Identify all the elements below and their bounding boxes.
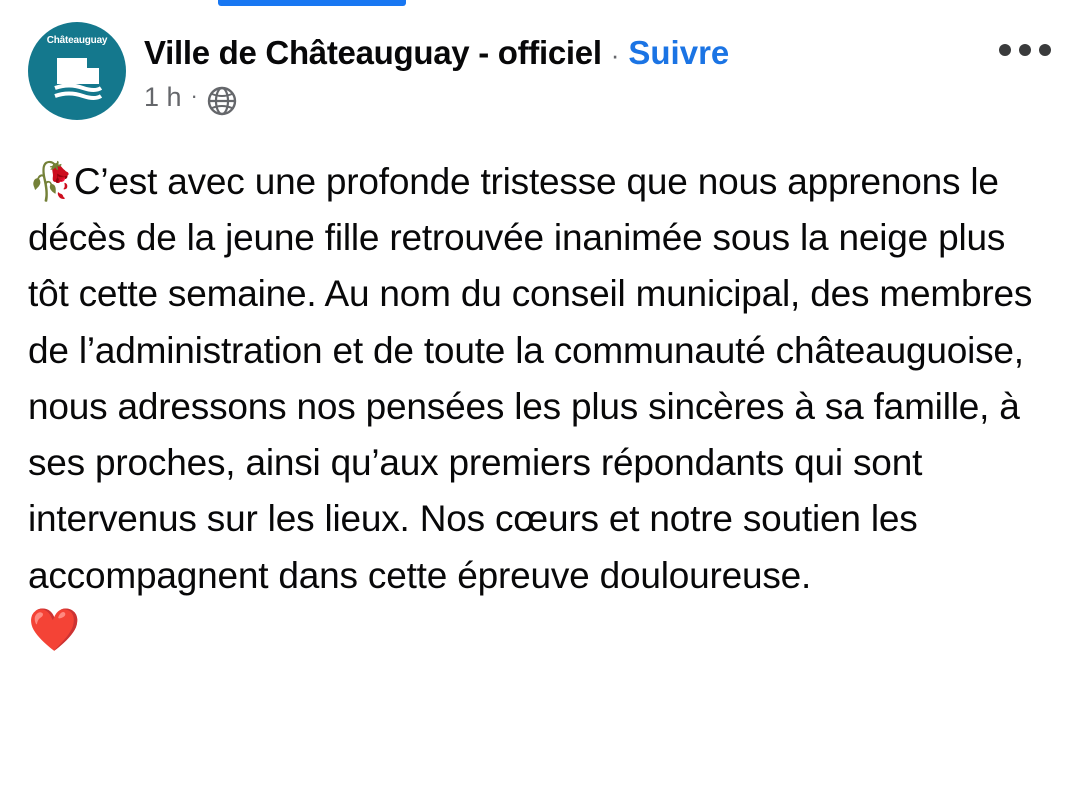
globe-icon[interactable] — [207, 86, 237, 116]
name-separator: · — [610, 40, 620, 70]
more-options-dot — [1039, 44, 1051, 56]
more-options-dot — [1019, 44, 1031, 56]
more-options-dot — [999, 44, 1011, 56]
city-logo-icon — [49, 54, 105, 106]
page-name-line — [144, 34, 981, 72]
page-name[interactable]: Ville de Châteauguay - officiel — [144, 34, 602, 71]
post-text: C’est avec une profonde tristesse que nous apprenons le décès de la jeune fille retrouvée inanimée sous la neige plus tôt cette semaine. Au nom du conseil municipal, des membres de l’administration et de toute la communauté châteauguoise, nous adressons nos pensées les plus sincères à sa famille, à ses proches, ainsi qu’aux premiers répondants qui sont intervenus sur les lieux. Nos cœurs et notre soutien les accompagnent dans cette épreuve douloureuse. — [28, 161, 1043, 596]
avatar-label: Châteauguay — [46, 35, 108, 46]
post-meta — [144, 82, 981, 113]
post-header-text — [144, 22, 981, 113]
follow-button[interactable]: Suivre — [628, 34, 730, 71]
wilted-flower-emoji: 🥀 — [28, 160, 74, 203]
more-options-icon[interactable] — [999, 22, 1051, 56]
tab-indicator — [218, 0, 406, 6]
post-body — [28, 154, 1051, 660]
meta-separator: · — [190, 82, 198, 108]
post-header — [28, 22, 1051, 120]
red-heart-emoji: ❤️ — [28, 604, 81, 654]
avatar[interactable] — [28, 22, 126, 120]
post-timestamp[interactable]: 1 h — [144, 82, 182, 112]
